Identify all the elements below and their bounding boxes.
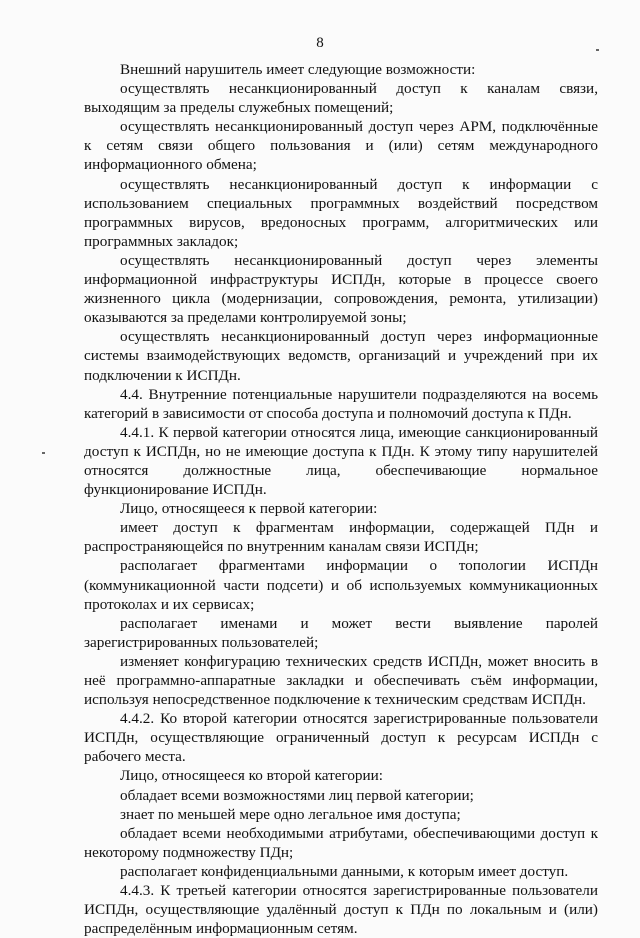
page-number: 8 [316,35,324,51]
paragraph: осуществлять несанкционированный доступ через информационные системы взаимодействующих ведомств, организаций и учреждений при их подключении к ИСПДн. [84,328,598,384]
paragraph: 4.4.3. К третьей категории относятся зарегистрированные пользователи ИСПДн, осуществляющие удалённый доступ к ПДн по локальным и (или) распределённым информационным сетям. [84,882,598,938]
paragraph: обладает всеми возможностями лиц первой категории; [120,786,474,804]
paragraph: 4.4. Внутренние потенциальные нарушители подразделяются на восемь категорий в зависимости от способа доступа и полномочий доступа к ПДн. [84,385,598,422]
paragraph: Лицо, относящееся к первой категории: [120,500,378,518]
paragraph: Внешний нарушитель имеет следующие возможности: [120,61,476,78]
paragraph: располагает фрагментами информации о топологии ИСПДн (коммуникационной части подсети) и об используемых коммуникационных протоколах и их сервисах; [84,557,598,613]
paragraph: изменяет конфигурацию технических средств ИСПДн, может вносить в неё программно-аппаратные закладки и обеспечивать съём информации, используя непосредственное подключение к техническим средствам ИСПДн. [84,652,598,709]
paragraph: обладает всеми необходимыми атрибутами, обеспечивающими доступ к некоторому подмножеству ПДн; [84,824,598,861]
scan-mark [596,49,599,51]
paragraph: располагает именами и может вести выявление паролей зарегистрированных пользователей; [84,614,598,651]
paragraph: 4.4.2. Ко второй категории относятся зарегистрированные пользователи ИСПДн, осуществляющие ограниченный доступ к ресурсам ИСПДн с рабочего места. [84,710,598,766]
paragraph: осуществлять несанкционированный доступ через элементы информационной инфраструктуры ИСПДн, которые в процессе своего жизненного цикла (модернизации, сопровождения, ремонта, утилизации) оказываются за пределами контролируемой зоны; [84,251,598,327]
paragraph: Лицо, относящееся ко второй категории: [120,767,383,785]
paragraph: знает по меньшей мере одно легальное имя доступа; [120,805,461,823]
paragraph: располагает конфиденциальными данными, к которым имеет доступ. [120,862,569,880]
paragraph: осуществлять несанкционированный доступ к информации с использованием специальных программных воздействий посредством программных вирусов, вредоносных программ, алгоритмических или программных закладок; [84,175,598,250]
document-body [84,60,598,938]
paragraph: осуществлять несанкционированный доступ к каналам связи, выходящим за пределы служебных помещений; [84,80,598,117]
paragraph: осуществлять несанкционированный доступ через АРМ, подключённые к сетям связи общего пользования и (или) сетям международного информационного обмена; [84,118,598,174]
scan-mark [42,452,45,454]
paragraph: имеет доступ к фрагментам информации, содержащей ПДн и распространяющейся по внутренним каналам связи ИСПДн; [84,519,598,556]
paragraph: 4.4.1. К первой категории относятся лица, имеющие санкционированный доступ к ИСПДн, но не имеющие доступа к ПДн. К этому типу нарушителей относятся должностные лица, обеспечивающие нормальное функционирование ИСПДн. [84,423,598,499]
